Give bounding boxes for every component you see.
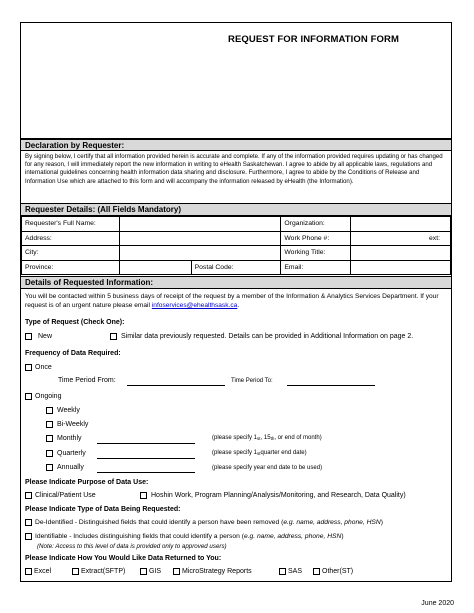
signature-area (20, 22, 452, 138)
declaration-heading: Declaration by Requester: (21, 139, 451, 151)
checkbox[interactable] (173, 568, 180, 575)
monthly-label: Monthly (57, 435, 82, 442)
ongoing-option[interactable] (25, 393, 61, 400)
working-title-field[interactable] (351, 246, 451, 261)
table-row (22, 260, 451, 275)
checkbox[interactable] (140, 492, 147, 499)
email-field[interactable] (351, 260, 451, 275)
checkbox[interactable] (25, 568, 32, 575)
purpose-hoshin-label: Hoshin Work, Program Planning/Analysis/Monitoring, and Research, Data Quality) (151, 492, 406, 499)
biweekly-option[interactable] (46, 421, 88, 428)
return-heading: Please Indicate How You Would Like Data Returned to You: (25, 555, 222, 562)
ongoing-label: Ongoing (35, 393, 62, 400)
purpose-clinical-option[interactable] (25, 492, 96, 499)
work-phone-field[interactable] (351, 231, 451, 246)
return-excel-label: Excel (34, 568, 52, 575)
type-heading: Type of Request (Check One): (25, 319, 125, 326)
biweekly-label: Bi-Weekly (57, 421, 89, 428)
annually-field[interactable] (97, 472, 195, 473)
time-from-label: Time Period From: (58, 377, 116, 384)
time-to-label: Time Period To: (231, 378, 273, 384)
return-gis-label: GIS (149, 568, 162, 575)
details-heading: Details of Requested Information: (21, 276, 451, 289)
monthly-option[interactable] (46, 435, 82, 442)
working-title-label: Working Title: (281, 246, 351, 261)
return-microstrategy-label: MicroStrategy Reports (182, 568, 252, 575)
deidentified-option[interactable] (25, 519, 383, 526)
quarterly-label: Quarterly (57, 450, 86, 457)
return-sas-label: SAS (288, 568, 303, 575)
annually-label: Annually (57, 464, 84, 471)
time-from-field[interactable] (127, 385, 225, 386)
ext-label: ext: (429, 234, 440, 242)
table-row (22, 217, 451, 232)
identifiable-example: e.g. name, address, phone, HSN (243, 533, 342, 540)
city-label: City: (22, 246, 120, 261)
checkbox[interactable] (25, 393, 32, 400)
form-title: REQUEST FOR INFORMATION FORM (228, 34, 399, 45)
return-extract-label: Extract(SFTP) (81, 568, 126, 575)
checkbox[interactable] (25, 519, 32, 526)
data-type-heading: Please Indicate Type of Data Being Requested: (25, 506, 181, 513)
checkbox[interactable] (25, 333, 32, 340)
intro-text: You will be contacted within 5 business days of receipt of the request by a member of the Information & Analytics Services Department. If your request is of an urgent nature please email (25, 293, 439, 309)
postal-code-label: Postal Code: (191, 260, 281, 275)
purpose-hoshin-option[interactable] (140, 492, 406, 499)
table-row (22, 231, 451, 246)
email-link[interactable]: infoservices@ehealthsask.ca (151, 302, 238, 309)
return-microstrategy-option[interactable] (173, 568, 252, 575)
return-other-option[interactable] (313, 568, 353, 575)
checkbox[interactable] (46, 435, 53, 442)
deidentified-end: ) (380, 519, 383, 526)
province-label: Province: (22, 260, 120, 275)
table-row (22, 246, 451, 261)
checkbox[interactable] (25, 364, 32, 371)
identifiable-end: ) (341, 533, 344, 540)
once-option[interactable] (25, 364, 52, 371)
quarterly-field[interactable] (97, 458, 195, 459)
type-similar-label: Similar data previously requested. Details can be provided in Additional Information on page 2. (121, 333, 414, 340)
checkbox[interactable] (46, 421, 53, 428)
address-field[interactable] (119, 231, 280, 246)
checkbox[interactable] (46, 450, 53, 457)
weekly-option[interactable] (46, 407, 80, 414)
return-other-label: Other(ST) (322, 568, 354, 575)
return-gis-option[interactable] (140, 568, 161, 575)
return-extract-option[interactable] (72, 568, 125, 575)
footer-date: June 2020 (421, 600, 454, 607)
full-name-field[interactable] (119, 217, 280, 232)
address-label: Address: (22, 231, 120, 246)
province-field[interactable] (119, 260, 191, 275)
monthly-field[interactable] (97, 443, 195, 444)
quarterly-option[interactable] (46, 450, 86, 457)
frequency-heading: Frequency of Data Required: (25, 350, 121, 357)
annually-note: (please specify year end date to be used) (212, 465, 323, 471)
city-field[interactable] (119, 246, 280, 261)
return-excel-option[interactable] (25, 568, 51, 575)
checkbox[interactable] (313, 568, 320, 575)
deidentified-label: De-Identified - Distinguished fields that could identify a person have been removed ( (35, 519, 284, 526)
organization-label: Organization: (281, 217, 351, 232)
checkbox[interactable] (25, 533, 32, 540)
requester-table (21, 216, 451, 275)
identifiable-note: (Note: Access to this level of data is provided only to approved users) (37, 543, 227, 550)
checkbox[interactable] (46, 464, 53, 471)
email-label: Email: (281, 260, 351, 275)
work-phone-label: Work Phone #: (281, 231, 351, 246)
identifiable-label: Identifiable - Includes distinguishing fields that could identify a person ( (35, 533, 244, 540)
checkbox[interactable] (25, 492, 32, 499)
type-new-option[interactable] (25, 333, 52, 340)
identifiable-option[interactable] (25, 533, 344, 540)
type-new-label: New (38, 333, 53, 340)
quarterly-note: (please specify 1 st quarter end date) (212, 450, 307, 456)
full-name-label: Requester's Full Name: (22, 217, 120, 232)
purpose-clinical-label: Clinical/Patient Use (35, 492, 96, 499)
once-label: Once (35, 364, 52, 371)
checkbox[interactable] (140, 568, 147, 575)
requester-heading: Requester Details: (All Fields Mandatory) (21, 203, 451, 216)
time-to-field[interactable] (287, 385, 375, 386)
checkbox[interactable] (279, 568, 286, 575)
declaration-text: By signing below, I certify that all information provided herein is accurate and complete. If any of the information provided requires updating or has changed for any reason, I will immediately report the new information in writing to eHealth Saskatchewan. I agree to abide by all applicable laws, regulations and international guidelines concerning health information data sharing and disclosure. Furthermore, I agree to abide by the Conditions of Release and Information Use which are attached to this form and will accompany the information released by eHealth (the Information). (25, 153, 443, 185)
checkbox[interactable] (110, 333, 117, 340)
annually-option[interactable] (46, 464, 84, 471)
intro-end: . (237, 302, 240, 309)
purpose-heading: Please Indicate Purpose of Data Use: (25, 479, 149, 486)
details-intro (25, 292, 445, 310)
organization-field[interactable] (351, 217, 451, 232)
deidentified-example: e.g. name, address, phone, HSN (283, 519, 381, 526)
weekly-label: Weekly (57, 407, 80, 414)
monthly-note: (please specify 1 st , 15 th , or end of month) (212, 435, 322, 441)
type-similar-option[interactable] (110, 333, 413, 340)
checkbox[interactable] (72, 568, 79, 575)
checkbox[interactable] (46, 407, 53, 414)
return-sas-option[interactable] (279, 568, 302, 575)
